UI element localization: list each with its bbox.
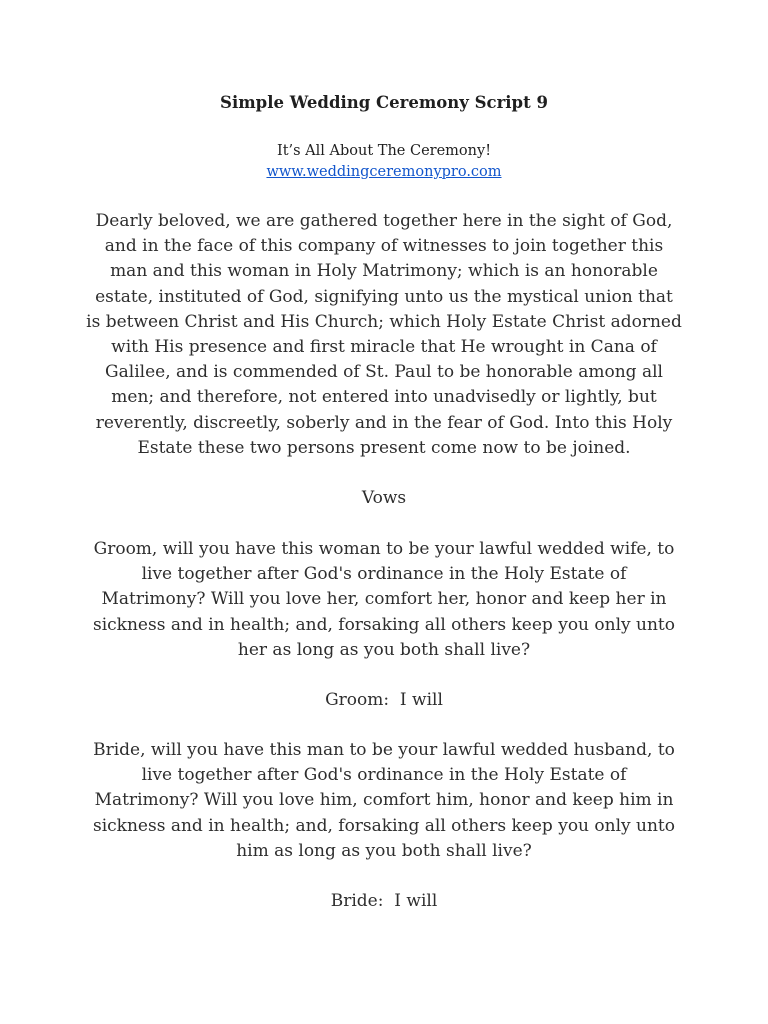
website-link[interactable]: www.weddingceremonypro.com xyxy=(266,164,502,180)
groom-question-line: Matrimony? Will you love her, comfort her, honor and keep her in xyxy=(101,589,667,610)
bride-question-line: sickness and in health; and, forsaking all others keep you only unto xyxy=(93,815,675,836)
groom-question-line: her as long as you both shall live? xyxy=(237,639,531,660)
intro-line: Estate these two persons present come now to be joined. xyxy=(137,437,631,458)
groom-question-paragraph xyxy=(80,537,688,663)
groom-answer: Groom: I will xyxy=(325,690,443,710)
bride-question-line: Matrimony? Will you love him, comfort him, honor and keep him in xyxy=(94,790,674,811)
document-title: Simple Wedding Ceremony Script 9 xyxy=(220,93,548,112)
intro-line: Dearly beloved, we are gathered together here in the sight of God, xyxy=(95,211,673,231)
groom-question-line: sickness and in health; and, forsaking all others keep you only unto xyxy=(93,614,675,635)
intro-line: man and this woman in Holy Matrimony; which is an honorable xyxy=(110,261,658,282)
bride-question-line: live together after God's ordinance in the Holy Estate of xyxy=(141,765,627,786)
intro-line: and in the face of this company of witnesses to join together this xyxy=(104,236,664,257)
groom-question-line: live together after God's ordinance in the Holy Estate of xyxy=(141,564,627,585)
intro-line: reverently, discreetly, soberly and in the fear of God. Into this Holy xyxy=(95,412,673,433)
website-link-container xyxy=(0,162,768,183)
vows-heading: Vows xyxy=(361,488,407,508)
bride-answer: Bride: I will xyxy=(330,891,438,911)
intro-line: men; and therefore, not entered into unadvisedly or lightly, but xyxy=(111,387,657,408)
groom-question-line: Groom, will you have this woman to be your lawful wedded wife, to xyxy=(93,539,675,559)
intro-paragraph xyxy=(80,209,688,461)
bride-question-line: him as long as you both shall live? xyxy=(236,840,532,861)
tagline: It’s All About The Ceremony! xyxy=(276,143,492,159)
intro-line: with His presence and first miracle that He wrought in Cana of xyxy=(111,337,657,358)
intro-line: is between Christ and His Church; which Holy Estate Christ adorned xyxy=(86,311,682,332)
intro-line: Galilee, and is commended of St. Paul to be honorable among all xyxy=(105,362,663,383)
intro-line: estate, instituted of God, signifying unto us the mystical union that xyxy=(95,286,673,307)
bride-question-paragraph xyxy=(80,738,688,864)
bride-question-line: Bride, will you have this man to be your lawful wedded husband, to xyxy=(93,740,675,760)
